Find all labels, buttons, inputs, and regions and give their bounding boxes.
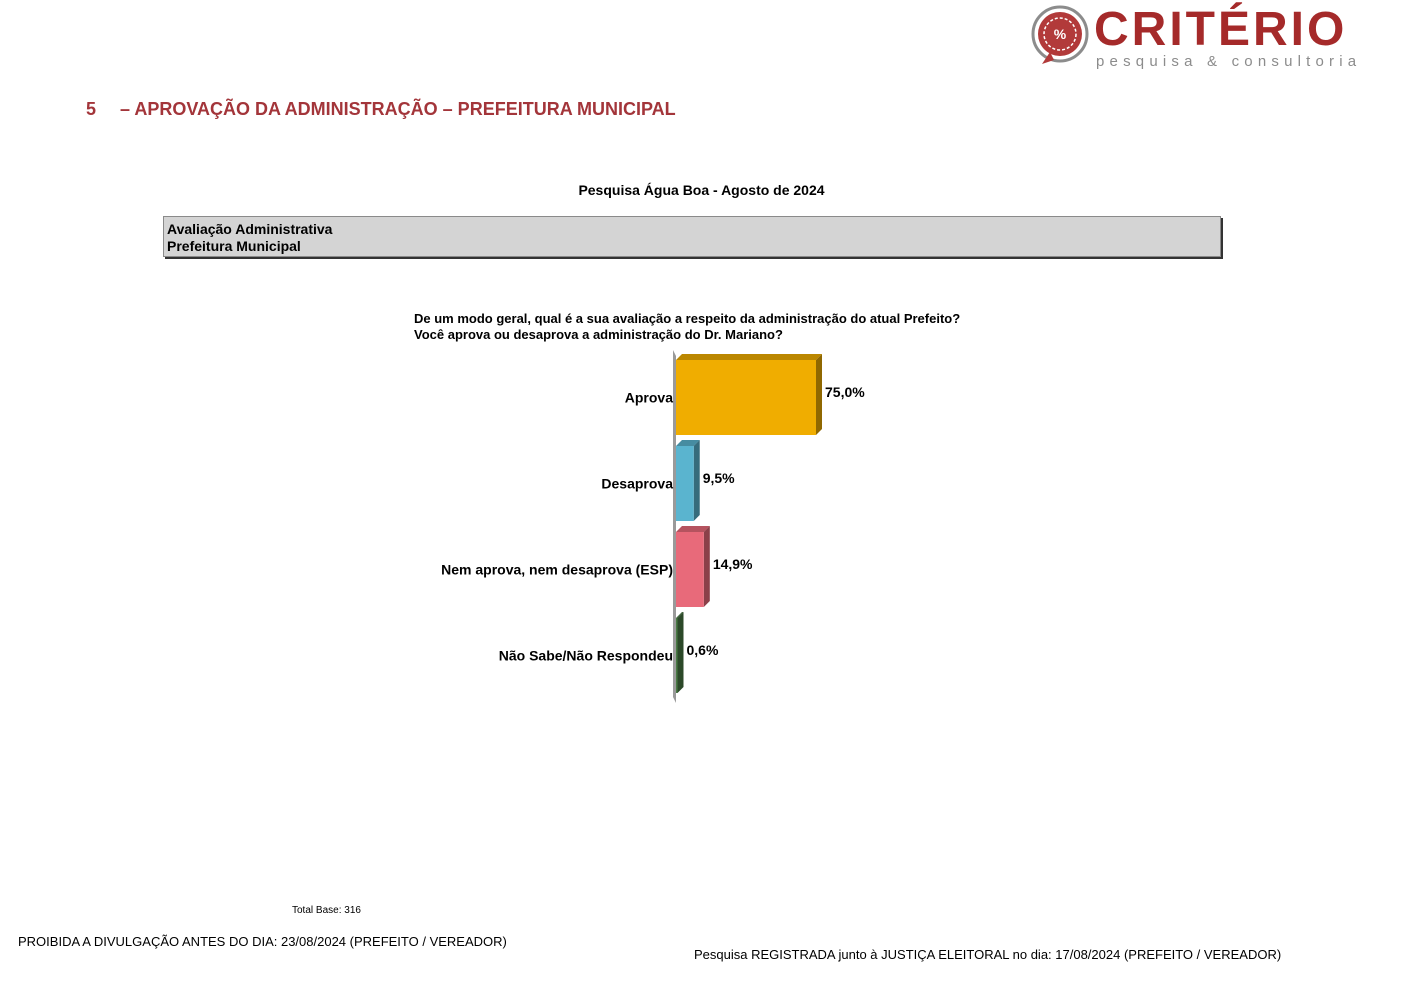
value-label: 75,0% — [825, 384, 865, 400]
bar-3 — [676, 612, 684, 693]
release-date-notice: PROIBIDA A DIVULGAÇÃO ANTES DO DIA: 23/08/2024 (PREFEITO / VEREADOR) — [18, 934, 507, 949]
bar-side-face — [704, 526, 710, 607]
value-label: 0,6% — [686, 642, 719, 658]
question-line-1: De um modo geral, qual é a sua avaliação a respeito da administração do atual Prefeito? — [414, 311, 961, 326]
section-title: – APROVAÇÃO DA ADMINISTRAÇÃO – PREFEITURA MUNICIPAL — [120, 99, 676, 119]
total-base: Total Base: 316 — [292, 905, 361, 916]
bar-side-face — [678, 612, 684, 693]
value-label: 9,5% — [702, 470, 735, 486]
header-line-1: Avaliação Administrativa — [167, 221, 333, 237]
category-label: Aprova — [624, 389, 673, 406]
chart-title: Pesquisa Água Boa - Agosto de 2024 — [578, 182, 825, 198]
bar-side-face — [816, 354, 822, 435]
logo-wordmark: CRITÉRIO — [1094, 3, 1348, 56]
bar-front-face — [676, 360, 816, 435]
section-number: 5 — [86, 99, 97, 119]
category-label: Não Sabe/Não Respondeu — [498, 647, 673, 664]
question-line-2: Você aprova ou desaprova a administração do Dr. Mariano? — [414, 327, 783, 342]
bar-top-face — [676, 354, 822, 360]
category-label: Desaprova — [601, 475, 673, 492]
bar-1 — [676, 440, 700, 521]
logo-subtitle: pesquisa & consultoria — [1096, 53, 1362, 70]
bar-2 — [676, 526, 710, 607]
svg-text:%: % — [1053, 26, 1067, 42]
bar-front-face — [676, 532, 704, 607]
value-label: 14,9% — [712, 556, 753, 572]
registration-notice: Pesquisa REGISTRADA junto à JUSTIÇA ELEITORAL no dia: 17/08/2024 (PREFEITO / VEREADOR) — [694, 947, 1282, 962]
bar-front-face — [676, 446, 694, 521]
bar-front-face — [676, 618, 678, 693]
category-label: Nem aprova, nem desaprova (ESP) — [441, 561, 673, 578]
chart-axis-wall — [673, 350, 676, 703]
header-line-2: Prefeitura Municipal — [167, 238, 301, 254]
bar-0 — [676, 354, 822, 435]
bar-side-face — [694, 440, 700, 521]
